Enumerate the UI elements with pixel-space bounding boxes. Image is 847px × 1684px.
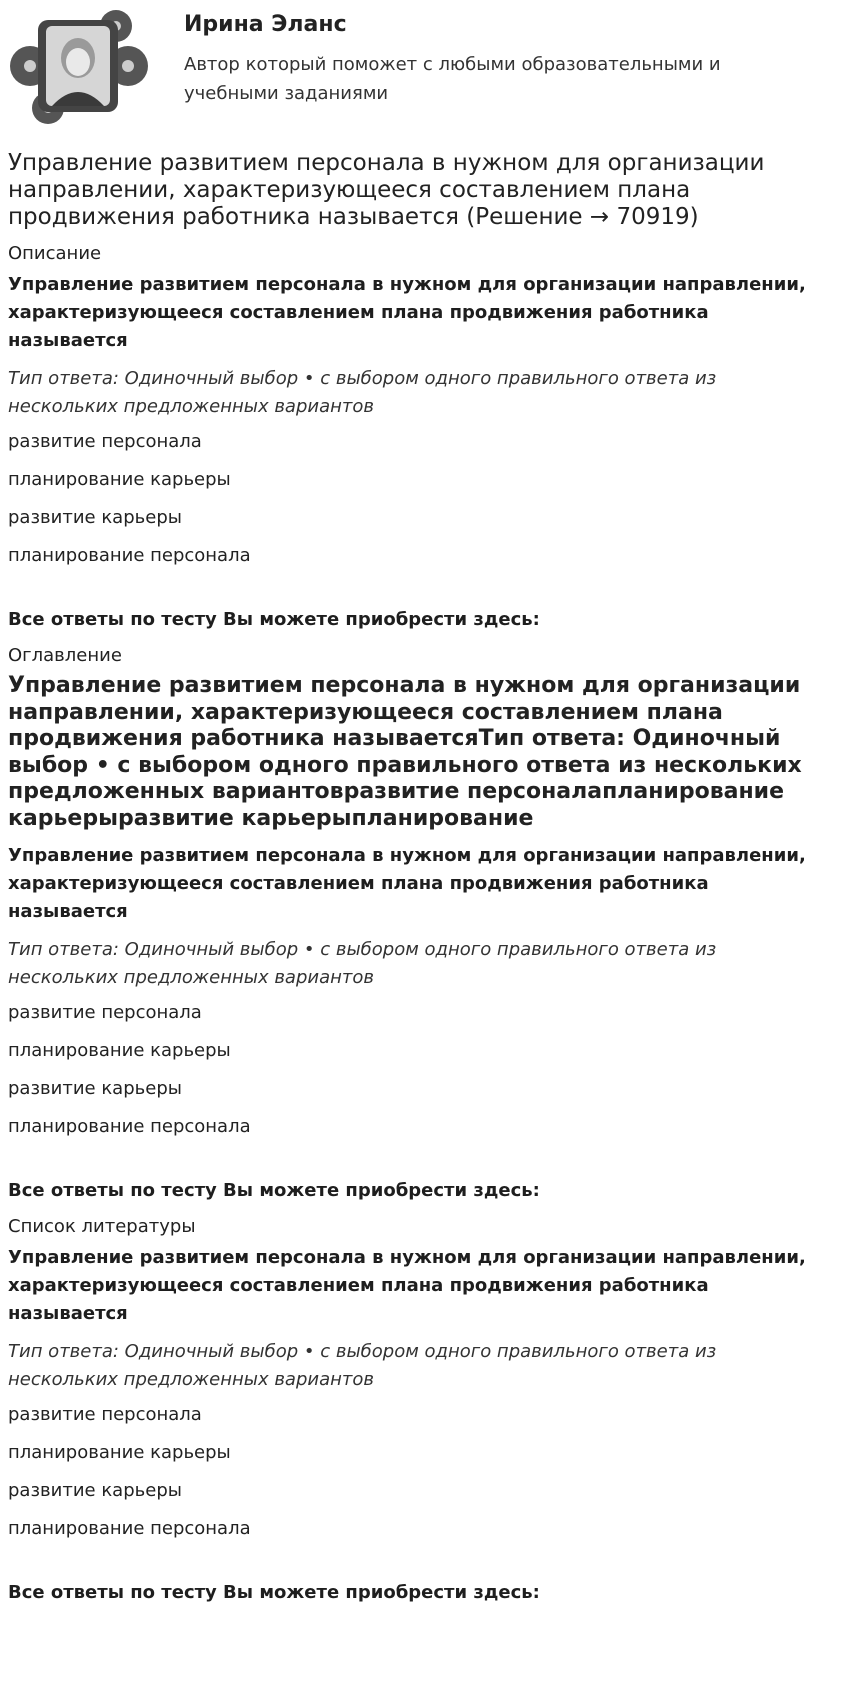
answer-type: Тип ответа: Одиночный выбор • с выбором одного правильного ответа из нескольких предложенных вариантов — [8, 368, 717, 417]
page-title: Управление развитием персонала в нужном для организации направлении, характеризующееся составлением плана продвижения работника называется (Решение → 70919) — [8, 150, 765, 230]
answer-option: планирование карьеры — [8, 1442, 231, 1463]
answer-option: развитие карьеры — [8, 507, 182, 528]
answer-option: развитие карьеры — [8, 1078, 182, 1099]
section-heading: Список литературы — [8, 1216, 196, 1237]
literature-section — [8, 1216, 828, 1604]
answer-option: планирование карьеры — [8, 469, 231, 490]
buy-answers-text: Все ответы по тесту Вы можете приобрести здесь: — [8, 1180, 540, 1201]
question-text: Управление развитием персонала в нужном для организации направлении, характеризующееся составлением плана продвижения работника называется — [8, 1247, 806, 1324]
author-bio: Автор который поможет с любыми образовательными и учебными заданиями — [184, 54, 721, 104]
toc-title: Управление развитием персонала в нужном для организации направлении, характеризующееся составлением плана продвижения работника называетсяТип ответа: Одиночный выбор • с выбором одного правильного ответа из нескольких предложенных вариантовразвитие персоналапланирование карьерыразвитие карьерыпланирование — [8, 673, 802, 831]
toc-section — [8, 645, 828, 1202]
answer-option: развитие карьеры — [8, 1480, 182, 1501]
answer-option: планирование персонала — [8, 1116, 251, 1137]
author-name: Ирина Эланс — [184, 12, 347, 37]
answer-type: Тип ответа: Одиночный выбор • с выбором одного правильного ответа из нескольких предложенных вариантов — [8, 1341, 717, 1390]
buy-answers-text: Все ответы по тесту Вы можете приобрести здесь: — [8, 1582, 540, 1603]
answer-option: развитие персонала — [8, 1002, 202, 1023]
question-text: Управление развитием персонала в нужном для организации направлении, характеризующееся составлением плана продвижения работника называется — [8, 845, 806, 922]
answer-type: Тип ответа: Одиночный выбор • с выбором одного правильного ответа из нескольких предложенных вариантов — [8, 939, 717, 988]
section-heading: Оглавление — [8, 645, 122, 666]
main-content — [8, 150, 828, 1618]
answer-option: развитие персонала — [8, 1404, 202, 1425]
answer-option: планирование персонала — [8, 545, 251, 566]
answer-option: планирование персонала — [8, 1518, 251, 1539]
description-section — [8, 243, 828, 631]
question-text: Управление развитием персонала в нужном для организации направлении, характеризующееся составлением плана продвижения работника называется — [8, 274, 806, 351]
answer-option: планирование карьеры — [8, 1040, 231, 1061]
answer-option: развитие персонала — [8, 431, 202, 452]
section-heading: Описание — [8, 243, 102, 264]
buy-answers-text: Все ответы по тесту Вы можете приобрести здесь: — [8, 609, 540, 630]
author-avatar — [8, 8, 150, 126]
author-header — [0, 0, 847, 140]
